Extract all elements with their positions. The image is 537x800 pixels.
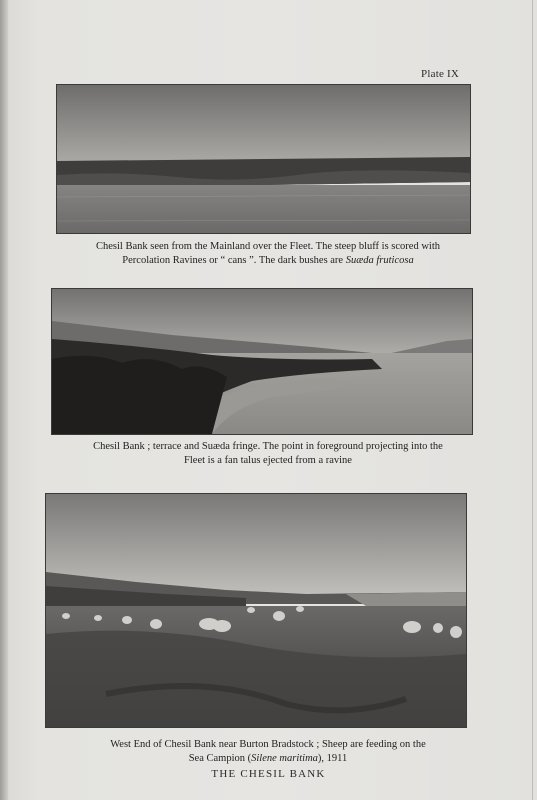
caption-3-line-2: [40, 752, 496, 766]
caption-3: [40, 738, 496, 766]
caption-3-line-2-text: Sea Campion (: [188, 753, 252, 764]
caption-3-species-name: Silene maritima: [251, 753, 318, 764]
caption-1-line-2-text: Percolation Ravines or “ cans ”. The dark bushes are: [122, 255, 346, 266]
caption-1-line-2: [40, 254, 496, 268]
caption-2-line-1: Chesil Bank ; terrace and Suæda fringe. The point in foreground projecting into the: [93, 441, 443, 452]
photo-west-end-sheep: [45, 493, 467, 728]
photo-west-end-sheep-image: [46, 494, 466, 727]
photo-fleet-bluff-image: [57, 85, 470, 233]
plate-label: Plate IX: [421, 68, 459, 80]
caption-1-species-name: Suæda fruticosa: [345, 255, 414, 266]
caption-2: [40, 440, 496, 468]
page-edge: [532, 0, 533, 800]
photo-fleet-bluff: [56, 84, 471, 234]
binding-shadow: [0, 0, 8, 800]
photo-terrace-sueda-image: [52, 289, 472, 434]
caption-1-line-1: Chesil Bank seen from the Mainland over the Fleet. The steep bluff is scored with: [96, 241, 440, 252]
caption-3-line-2-year: ), 1911: [317, 753, 348, 764]
caption-2-line-2: Fleet is a fan talus ejected from a ravine: [184, 455, 352, 466]
caption-3-line-1: West End of Chesil Bank near Burton Bradstock ; Sheep are feeding on the: [110, 739, 426, 750]
book-title: THE CHESIL BANK: [211, 768, 326, 780]
caption-1: [40, 240, 496, 268]
photo-terrace-sueda: [51, 288, 473, 435]
